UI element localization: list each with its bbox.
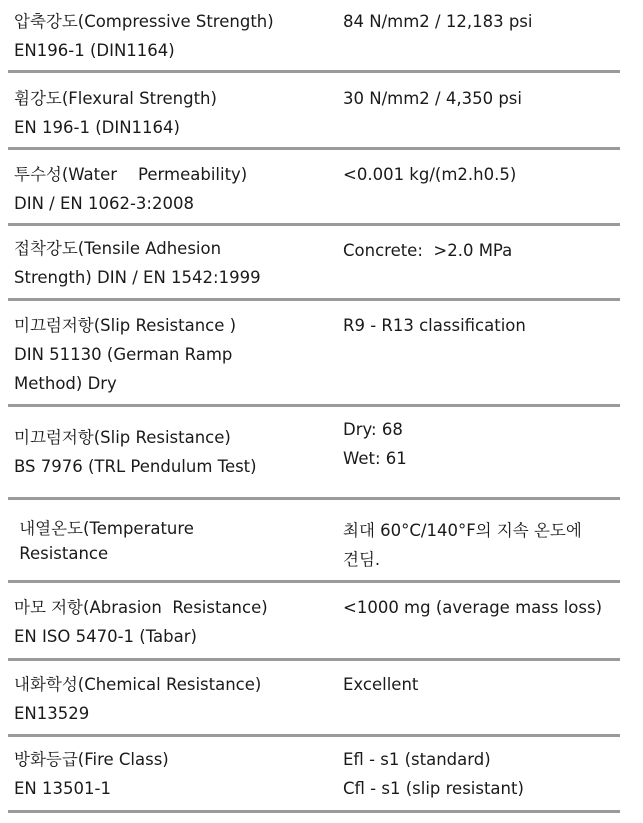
value-slip-resistance-bs	[343, 415, 628, 473]
row-divider	[8, 658, 620, 661]
property-standard: EN 13501-1	[14, 779, 111, 798]
row-divider	[8, 147, 620, 150]
property-standard: EN13529	[14, 704, 90, 723]
property-name: 내화학성(Chemical Resistance)	[14, 675, 262, 694]
property-value: Wet: 61	[343, 449, 407, 468]
property-value: 최대 60°C/140°F의 지속 온도에	[343, 521, 582, 540]
row-divider	[8, 497, 620, 500]
property-value: <1000 mg (average mass loss)	[343, 598, 603, 617]
property-name: 미끄럼저항(Slip Resistance )	[14, 316, 237, 335]
property-abrasion-resistance	[14, 593, 329, 651]
value-chemical-resistance	[343, 670, 628, 699]
property-name: 방화등급(Fire Class)	[14, 750, 169, 769]
value-compressive-strength	[343, 7, 628, 36]
property-value: Dry: 68	[343, 420, 403, 439]
value-tensile-adhesion	[343, 236, 628, 265]
value-slip-resistance-din	[343, 311, 628, 340]
property-compressive-strength	[14, 7, 329, 65]
value-flexural-strength	[343, 84, 628, 113]
property-standard: Method) Dry	[14, 374, 117, 393]
property-slip-resistance-bs	[14, 423, 329, 481]
property-name: 내열온도(Temperature	[14, 519, 194, 538]
property-value: 30 N/mm2 / 4,350 psi	[343, 89, 522, 108]
row-divider	[8, 70, 620, 73]
property-standard: BS 7976 (TRL Pendulum Test)	[14, 457, 257, 476]
property-standard: EN 196-1 (DIN1164)	[14, 118, 180, 137]
property-value: Excellent	[343, 675, 419, 694]
property-value: 견딤.	[343, 550, 381, 569]
row-divider	[8, 223, 620, 226]
property-standard: DIN 51130 (German Ramp	[14, 345, 233, 364]
row-divider	[8, 298, 620, 301]
property-water-permeability	[14, 160, 329, 218]
property-name: 접착강도(Tensile Adhesion	[14, 239, 222, 258]
property-name: 압축강도(Compressive Strength)	[14, 12, 274, 31]
property-name: 마모 저항(Abrasion Resistance)	[14, 598, 268, 617]
property-name-cont: Resistance	[14, 544, 109, 563]
row-divider	[8, 580, 620, 583]
property-value: R9 - R13 classification	[343, 316, 526, 335]
property-standard: EN196-1 (DIN1164)	[14, 41, 175, 60]
property-fire-class	[14, 745, 329, 803]
value-fire-class	[343, 745, 628, 803]
property-value: 84 N/mm2 / 12,183 psi	[343, 12, 533, 31]
value-abrasion-resistance	[343, 593, 628, 622]
value-water-permeability	[343, 160, 628, 189]
row-divider	[8, 734, 620, 737]
property-tensile-adhesion	[14, 234, 329, 292]
value-temperature-resistance	[343, 516, 628, 574]
property-name: 휨강도(Flexural Strength)	[14, 89, 217, 108]
property-flexural-strength	[14, 84, 329, 142]
property-standard: EN ISO 5470-1 (Tabar)	[14, 627, 197, 646]
property-name: 투수성(Water Permeability)	[14, 165, 248, 184]
row-divider	[8, 810, 620, 813]
property-value: <0.001 kg/(m2.h0.5)	[343, 165, 517, 184]
property-value: Cfl - s1 (slip resistant)	[343, 779, 524, 798]
property-name: 미끄럼저항(Slip Resistance)	[14, 428, 231, 447]
property-standard: DIN / EN 1062-3:2008	[14, 194, 194, 213]
property-chemical-resistance	[14, 670, 329, 728]
property-temperature-resistance	[14, 516, 329, 566]
property-standard: Strength) DIN / EN 1542:1999	[14, 268, 261, 287]
row-divider	[8, 404, 620, 407]
property-value: Concrete: >2.0 MPa	[343, 241, 513, 260]
property-value: Efl - s1 (standard)	[343, 750, 491, 769]
property-slip-resistance-din	[14, 311, 329, 398]
